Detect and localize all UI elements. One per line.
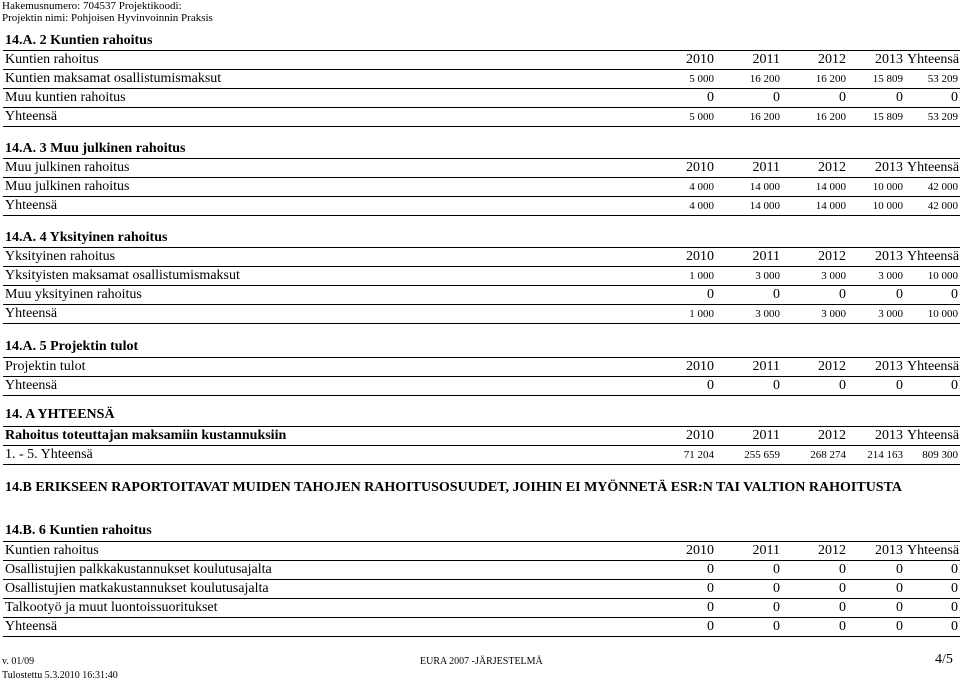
cell-value: 71 204 — [666, 446, 716, 465]
cell-value: 5 000 — [666, 108, 716, 127]
cell-value: 53 209 — [905, 108, 960, 127]
column-header-year: 2011 — [716, 51, 782, 70]
cell-value: 3 000 — [848, 305, 905, 324]
cell-value: 0 — [782, 599, 848, 618]
cell-value: 0 — [782, 286, 848, 305]
cell-value: 14 000 — [716, 178, 782, 197]
cell-value: 0 — [848, 286, 905, 305]
cell-value: 0 — [666, 599, 716, 618]
cell-value: 42 000 — [905, 178, 960, 197]
table-header-row — [3, 248, 960, 267]
cell-value: 0 — [782, 561, 848, 580]
column-header-total: Yhteensä — [905, 51, 960, 70]
row-label: Yhteensä — [3, 618, 666, 637]
cell-value: 0 — [848, 599, 905, 618]
cell-value: 3 000 — [848, 267, 905, 286]
column-header-year: 2011 — [716, 159, 782, 178]
cell-value: 214 163 — [848, 446, 905, 465]
cell-value: 0 — [716, 599, 782, 618]
cell-value: 0 — [905, 618, 960, 637]
column-header-total: Yhteensä — [905, 248, 960, 267]
cell-value: 3 000 — [716, 305, 782, 324]
page-number: 4/5 — [935, 652, 953, 667]
row-label: Osallistujien palkkakustannukset koulutusajalta — [3, 561, 666, 580]
row-label: Kuntien maksamat osallistumismaksut — [3, 70, 666, 89]
cell-value: 0 — [666, 580, 716, 599]
cell-value: 0 — [782, 580, 848, 599]
table-kuntien-rahoitus — [3, 50, 960, 127]
row-label: Muu julkinen rahoitus — [3, 178, 666, 197]
cell-value: 1 000 — [666, 305, 716, 324]
cell-value: 53 209 — [905, 70, 960, 89]
cell-value: 3 000 — [782, 267, 848, 286]
cell-value: 14 000 — [716, 197, 782, 216]
cell-value: 10 000 — [905, 267, 960, 286]
table-projektin-tulot — [3, 357, 960, 396]
cell-value: 3 000 — [716, 267, 782, 286]
column-header-year: 2011 — [716, 358, 782, 377]
cell-value: 0 — [716, 89, 782, 108]
table-row — [3, 70, 960, 89]
cell-value: 0 — [848, 377, 905, 396]
cell-value: 14 000 — [782, 178, 848, 197]
cell-value: 0 — [782, 618, 848, 637]
table-muu-julkinen-rahoitus — [3, 158, 960, 216]
column-header-year: 2012 — [782, 159, 848, 178]
cell-value: 0 — [905, 89, 960, 108]
table-row — [3, 89, 960, 108]
cell-value: 0 — [666, 377, 716, 396]
cell-value: 0 — [666, 618, 716, 637]
column-header-label: Projektin tulot — [3, 358, 666, 377]
table-header-row — [3, 51, 960, 70]
table-row-total — [3, 377, 960, 396]
table-b6-kuntien-rahoitus — [3, 541, 960, 637]
system-name: EURA 2007 -JÄRJESTELMÄ — [420, 656, 543, 667]
row-label: Osallistujien matkakustannukset koulutusajalta — [3, 580, 666, 599]
table-row — [3, 580, 960, 599]
column-header-year: 2012 — [782, 248, 848, 267]
cell-value: 0 — [782, 377, 848, 396]
table-row — [3, 561, 960, 580]
column-header-year: 2011 — [716, 542, 782, 561]
table-header-row — [3, 358, 960, 377]
cell-value: 0 — [905, 377, 960, 396]
cell-value: 10 000 — [848, 197, 905, 216]
table-row-total — [3, 618, 960, 637]
table-row — [3, 267, 960, 286]
row-label: Talkootyö ja muut luontoissuoritukset — [3, 599, 666, 618]
row-label: Yhteensä — [3, 377, 666, 396]
section-title-b6-kuntien-rahoitus: 14.B. 6 Kuntien rahoitus — [5, 523, 152, 538]
table-row — [3, 178, 960, 197]
column-header-year: 2013 — [848, 542, 905, 561]
cell-value: 16 200 — [782, 70, 848, 89]
cell-value: 10 000 — [848, 178, 905, 197]
cell-value: 4 000 — [666, 197, 716, 216]
project-name: Projektin nimi: Pohjoisen Hyvinvoinnin Praksis — [2, 12, 213, 24]
form-version: v. 01/09 — [2, 656, 35, 667]
column-header-year: 2013 — [848, 159, 905, 178]
column-header-year: 2013 — [848, 358, 905, 377]
column-header-year: 2010 — [666, 248, 716, 267]
cell-value: 0 — [782, 89, 848, 108]
cell-value: 255 659 — [716, 446, 782, 465]
cell-value: 0 — [666, 561, 716, 580]
cell-value: 268 274 — [782, 446, 848, 465]
table-row — [3, 599, 960, 618]
column-header-total: Yhteensä — [905, 358, 960, 377]
row-label: 1. - 5. Yhteensä — [3, 446, 666, 465]
cell-value: 0 — [716, 377, 782, 396]
column-header-year: 2012 — [782, 358, 848, 377]
table-yhteensa — [3, 426, 960, 465]
section-title-muu-julkinen-rahoitus: 14.A. 3 Muu julkinen rahoitus — [5, 141, 186, 156]
cell-value: 0 — [905, 286, 960, 305]
cell-value: 42 000 — [905, 197, 960, 216]
section-title-projektin-tulot: 14.A. 5 Projektin tulot — [5, 339, 139, 354]
cell-value: 0 — [716, 580, 782, 599]
cell-value: 0 — [716, 618, 782, 637]
column-header-year: 2010 — [666, 358, 716, 377]
document-header — [2, 0, 213, 24]
column-header-label: Kuntien rahoitus — [3, 542, 666, 561]
cell-value: 10 000 — [905, 305, 960, 324]
cell-value: 0 — [905, 599, 960, 618]
column-header-total: Yhteensä — [905, 427, 960, 446]
cell-value: 0 — [716, 561, 782, 580]
column-header-label: Yksityinen rahoitus — [3, 248, 666, 267]
table-row-total — [3, 446, 960, 465]
cell-value: 0 — [905, 561, 960, 580]
section-title-kuntien-rahoitus: 14.A. 2 Kuntien rahoitus — [5, 33, 153, 48]
row-label: Yhteensä — [3, 197, 666, 216]
cell-value: 0 — [848, 580, 905, 599]
cell-value: 0 — [848, 89, 905, 108]
row-label: Yhteensä — [3, 108, 666, 127]
row-label: Muu yksityinen rahoitus — [3, 286, 666, 305]
application-number: Hakemusnumero: 704537 Projektikoodi: — [2, 0, 182, 12]
column-header-year: 2010 — [666, 427, 716, 446]
table-row — [3, 286, 960, 305]
table-row-total — [3, 197, 960, 216]
table-row-total — [3, 108, 960, 127]
column-header-year: 2013 — [848, 51, 905, 70]
column-header-label: Rahoitus toteuttajan maksamiin kustannuksiin — [3, 427, 666, 446]
cell-value: 15 809 — [848, 108, 905, 127]
column-header-year: 2013 — [848, 248, 905, 267]
column-header-label: Muu julkinen rahoitus — [3, 159, 666, 178]
cell-value: 1 000 — [666, 267, 716, 286]
cell-value: 16 200 — [716, 70, 782, 89]
row-label: Yhteensä — [3, 305, 666, 324]
print-timestamp: Tulostettu 5.3.2010 16:31:40 — [2, 670, 118, 681]
column-header-year: 2012 — [782, 542, 848, 561]
cell-value: 0 — [716, 286, 782, 305]
column-header-label: Kuntien rahoitus — [3, 51, 666, 70]
column-header-year: 2010 — [666, 542, 716, 561]
cell-value: 16 200 — [782, 108, 848, 127]
cell-value: 3 000 — [782, 305, 848, 324]
column-header-year: 2012 — [782, 51, 848, 70]
column-header-year: 2010 — [666, 51, 716, 70]
row-label: Muu kuntien rahoitus — [3, 89, 666, 108]
table-yksityinen-rahoitus — [3, 247, 960, 324]
cell-value: 0 — [666, 89, 716, 108]
section-title-yksityinen-rahoitus: 14.A. 4 Yksityinen rahoitus — [5, 230, 168, 245]
column-header-year: 2011 — [716, 427, 782, 446]
cell-value: 0 — [905, 580, 960, 599]
section-title-yhteensa: 14. A YHTEENSÄ — [5, 407, 115, 422]
section-title-erikseen-raportoitavat: 14.B ERIKSEEN RAPORTOITAVAT MUIDEN TAHOJEN RAHOITUSOSUUDET, JOIHIN EI MYÖNNETÄ ESR:N TAI VALTION RAHOITUSTA — [5, 480, 903, 495]
column-header-year: 2012 — [782, 427, 848, 446]
cell-value: 4 000 — [666, 178, 716, 197]
cell-value: 809 300 — [905, 446, 960, 465]
cell-value: 15 809 — [848, 70, 905, 89]
row-label: Yksityisten maksamat osallistumismaksut — [3, 267, 666, 286]
column-header-total: Yhteensä — [905, 159, 960, 178]
cell-value: 14 000 — [782, 197, 848, 216]
cell-value: 0 — [666, 286, 716, 305]
table-header-row — [3, 159, 960, 178]
cell-value: 16 200 — [716, 108, 782, 127]
cell-value: 5 000 — [666, 70, 716, 89]
table-row-total — [3, 305, 960, 324]
column-header-total: Yhteensä — [905, 542, 960, 561]
column-header-year: 2013 — [848, 427, 905, 446]
table-header-row — [3, 542, 960, 561]
column-header-year: 2010 — [666, 159, 716, 178]
cell-value: 0 — [848, 561, 905, 580]
column-header-year: 2011 — [716, 248, 782, 267]
table-header-row — [3, 427, 960, 446]
cell-value: 0 — [848, 618, 905, 637]
